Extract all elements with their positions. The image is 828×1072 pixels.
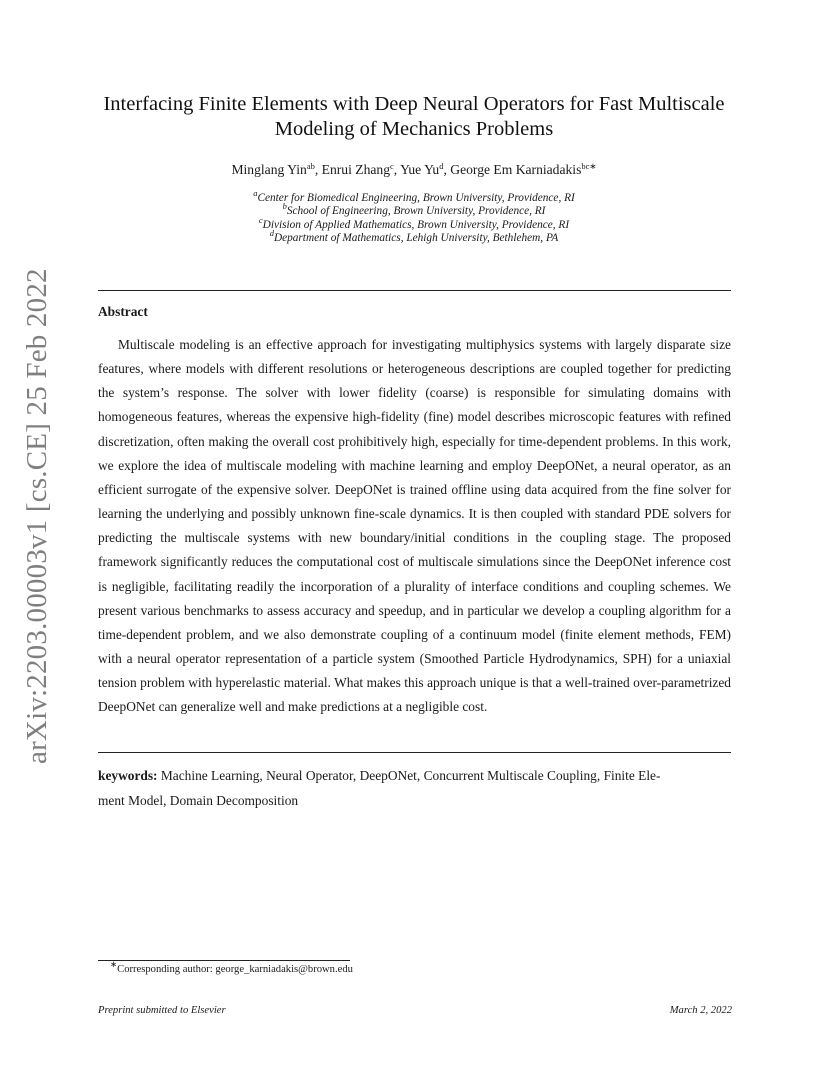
author-separator: , — [443, 162, 451, 177]
abstract-line: with a neural operator representation of a particle system (Smoothed Particle Hydrodynamics, SPH) for a — [98, 651, 683, 667]
paper-title — [90, 92, 738, 142]
footer-date: March 2, 2022 — [669, 1005, 732, 1016]
abstract-line: scale dynamics. It is then coupled with standard PDE solvers for predicting the multiscale systems with — [98, 506, 731, 546]
footnote-rule — [98, 960, 350, 961]
abstract-line: dependent problem, and we also demonstrate coupling of a continuum model (finite element methods, FEM) — [126, 626, 731, 642]
abstract-line: size features, where models with different resolutions or heterogeneous descriptions are coupled together — [98, 337, 731, 377]
author-separator: , — [314, 162, 322, 177]
keywords-line-1: Machine Learning, Neural Operator, DeepONet, Concurrent Multiscale Coupling, Finite Ele- — [157, 768, 661, 783]
author-name: George Em Karniadakis — [450, 162, 582, 177]
affiliation-mark: c — [258, 214, 263, 225]
affiliation-mark: b — [282, 201, 287, 212]
abstract-line: dependent problems. In this work, we explore the idea of multiscale modeling with machine learning and — [98, 433, 731, 473]
affiliation-list — [90, 188, 738, 246]
footnote-mark: ∗ — [110, 959, 118, 969]
affiliation-text: Center for Biomedical Engineering, Brown University, Providence, RI — [257, 192, 575, 204]
abstract-heading: Abstract — [98, 304, 148, 319]
title-line-2: Modeling of Mechanics Problems — [274, 118, 554, 140]
abstract-body — [98, 333, 731, 720]
affiliation — [90, 228, 738, 245]
affiliation — [90, 214, 738, 232]
affiliation-text: School of Engineering, Brown University, Providence, RI — [286, 205, 546, 218]
abstract-line: domains with homogeneous features, whereas the expensive high-fidelity (fine) model describes microscopic — [98, 385, 731, 425]
author-name: Yue Yu — [400, 162, 440, 177]
abstract-line: for predicting the system’s response. The solver with lower fidelity (coarse) is responsible for simulating — [98, 361, 731, 401]
abstract-bottom-rule — [98, 752, 731, 753]
affiliation-mark: a — [253, 188, 258, 198]
affiliation — [90, 188, 738, 205]
footer-preprint-note: Preprint submitted to Elsevier — [98, 1005, 226, 1016]
abstract-line: over-parametrized DeepONet can generalize well and make predictions at a negligible cost. — [98, 675, 731, 715]
author-affiliation-mark: d — [439, 161, 444, 171]
keywords-line-2: ment Model, Domain Decomposition — [98, 792, 299, 808]
author-affiliation-mark: bc∗ — [581, 161, 597, 171]
footnote-text: Corresponding author: george_karniadakis@brown.edu — [117, 964, 353, 975]
abstract-line: features with refined discretization, often making the overall cost prohibitively high, especially for time- — [98, 409, 731, 449]
abstract-line: computational cost of multiscale simulations since the DeepONet inference cost is negligible, facilitating — [98, 554, 731, 594]
arxiv-identifier-stamp: arXiv:2203.00003v1 [cs.CE] 25 Feb 2022 — [21, 268, 53, 764]
title-line-1: Interfacing Finite Elements with Deep Neural Operators for Fast Multiscale — [103, 93, 725, 115]
author-separator: , — [393, 162, 401, 177]
footnote — [110, 959, 353, 975]
abstract-line: offline using data acquired from the fine solver for learning the underlying and possibly unknown fine- — [98, 481, 731, 522]
abstract-line: uniaxial tension problem with hyperelastic material. What makes this approach unique is that a well-trained — [98, 651, 731, 691]
author-affiliation-mark: ab — [306, 161, 315, 171]
affiliation-mark: d — [269, 228, 274, 239]
affiliation-text: Department of Mathematics, Lehigh University, Bethlehem, PA — [273, 232, 559, 245]
affiliation — [90, 201, 738, 218]
author-name: Minglang Yin — [231, 162, 307, 177]
abstract-line: benchmarks to assess accuracy and speedup, and in particular we develop a coupling algorithm for a time- — [98, 602, 731, 642]
affiliation-text: Division of Applied Mathematics, Brown University, Providence, RI — [262, 218, 570, 231]
abstract-line: new boundary/initial conditions in the coupling stage. The proposed framework significantly reduces the — [98, 530, 731, 570]
abstract-line: readily the incorporation of a plurality of interface conditions and coupling schemes. We present various — [98, 578, 731, 618]
keywords-label: keywords: — [98, 768, 158, 783]
author-name: Enrui Zhang — [321, 162, 390, 177]
abstract-top-rule — [98, 290, 731, 291]
abstract-line: Multiscale modeling is an effective approach for investigating multiphysics systems with largely disparate — [118, 337, 706, 352]
author-list — [90, 162, 738, 178]
abstract-line: employ DeepONet, a neural operator, as an efficient surrogate of the expensive solver. DeepONet is trained — [98, 457, 731, 497]
author-affiliation-mark: c — [390, 161, 394, 171]
keywords — [98, 764, 731, 813]
